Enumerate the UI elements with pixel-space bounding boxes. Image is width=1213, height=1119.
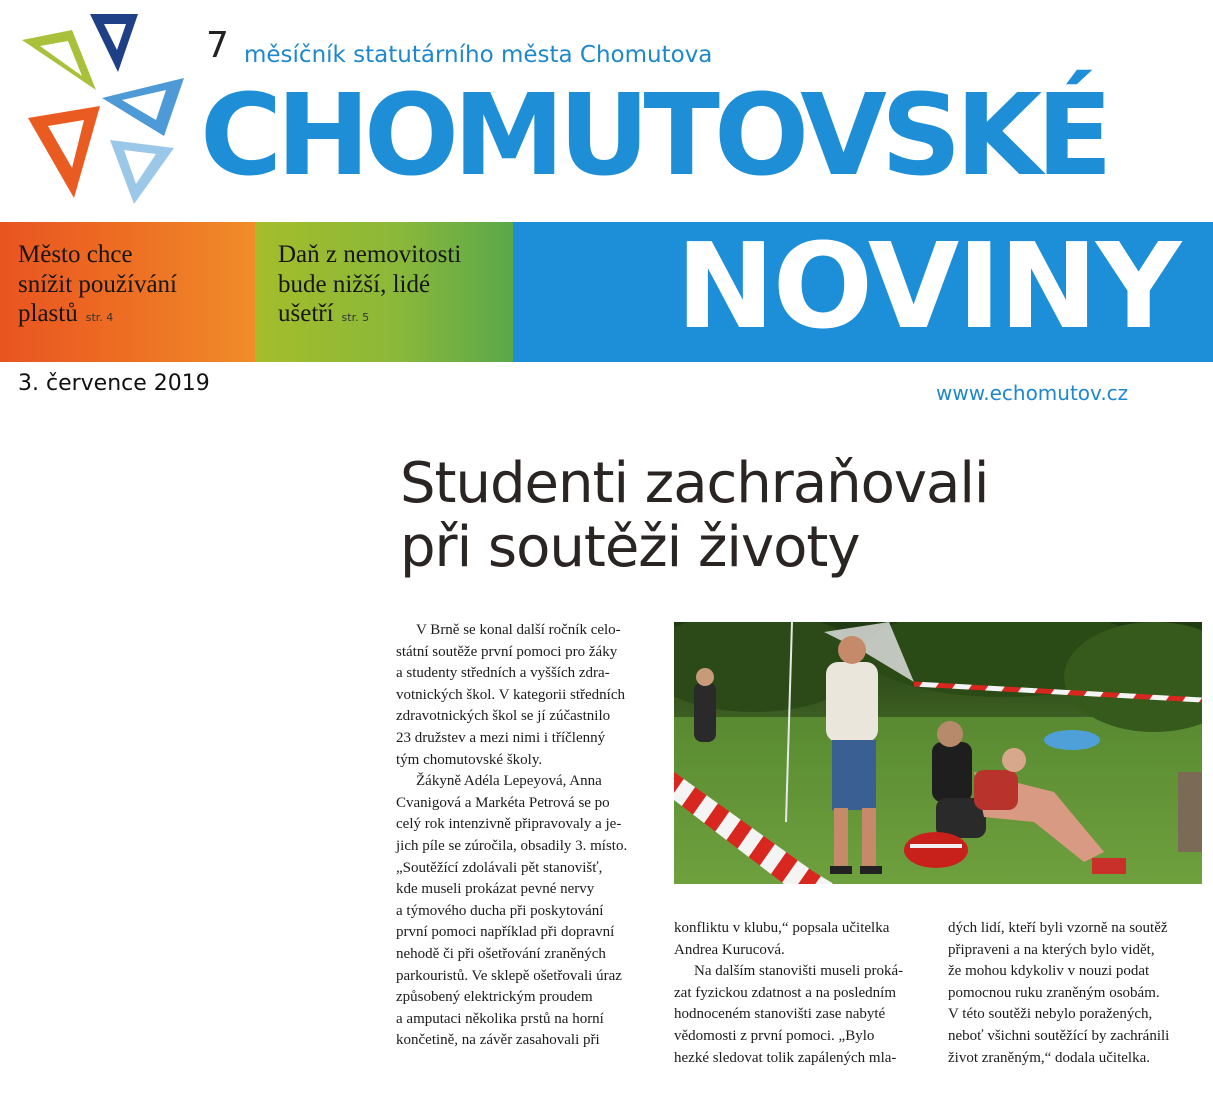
text-line: dých lidí, kteří byli vzorně na soutěž [948, 920, 1168, 936]
page-reference: str. 5 [341, 311, 370, 324]
text-line: tým chomutovské školy. [396, 751, 543, 768]
text-line: že mohou kdykoliv v nouzi podat [948, 963, 1150, 980]
text-line: hezké sledovat tolik zapálených mla- [674, 1049, 897, 1066]
teaser-line: snížit používání [18, 270, 177, 298]
text-line: Žákyně Adéla Lepeyová, Anna [416, 773, 602, 790]
teaser-line: ušetří [278, 300, 334, 327]
teaser-line: Daň z nemovitosti [278, 241, 462, 268]
headline-line: Studenti zachraňovali [400, 451, 989, 516]
teaser-line-last [278, 299, 518, 329]
text-line: parkouristů. Ve sklepě ošetřovali úraz [396, 967, 622, 984]
article-column-1 [396, 620, 666, 1052]
text-line: celý rok intenzivně připravovaly a je- [396, 816, 622, 833]
first-aid-competition-photo [674, 622, 1202, 884]
text-line: zdravotnických škol se jí zúčastnilo [396, 708, 611, 725]
teaser-line: bude nižší, lidé [278, 270, 431, 298]
page-reference: str. 4 [85, 311, 114, 324]
text-line: hodnoceném stanovišti zase nabyté [674, 1006, 886, 1023]
text-line: kde museli prokázat pevné nervy [396, 881, 595, 898]
text-line: a týmového ducha při poskytování [396, 902, 604, 919]
text-line: konfliktu v klubu,“ popsala učitelka [674, 920, 890, 936]
text-line: votnických škol. V kategorii středních [396, 686, 625, 703]
headline-line: při soutěži životy [400, 514, 860, 580]
text-line: 23 družstev a mezi nimi i tříčlenný [396, 729, 606, 746]
text-line: připraveni a na kterých bylo vidět, [948, 941, 1155, 958]
masthead-title-top: CHOMUTOVSKÉ [200, 71, 1107, 201]
masthead-subtitle: měsíčník statutárního města Chomutova [244, 42, 713, 68]
text-line: „Soutěžící zdolávali pět stanovišť, [396, 859, 603, 876]
text-line: život zraněným,“ dodala učitelka. [948, 1049, 1150, 1066]
issue-number: 7 [206, 25, 229, 66]
website-link[interactable]: www.echomutov.cz [936, 381, 1129, 405]
article-column-2 [674, 918, 936, 1069]
text-line: zat fyzickou zdatnost a na posledním [674, 984, 897, 1001]
teaser-line-last [18, 299, 258, 329]
text-line: pomocnou ruku zraněným osobám. [948, 984, 1160, 1001]
issue-date: 3. července 2019 [18, 371, 210, 396]
text-line: Andrea Kurucová. [674, 941, 785, 958]
article-headline [400, 452, 1160, 580]
text-line: a studenty středních a vyšších zdra- [396, 665, 610, 682]
text-line: způsobený elektrickým proudem [396, 989, 593, 1006]
text-line: V Brně se konal další ročník celo- [416, 622, 621, 638]
text-line: státní soutěže první pomoci pro žáky [396, 643, 618, 660]
article-column-3 [948, 918, 1210, 1069]
teaser-plastics[interactable] [18, 240, 258, 329]
teaser-line: plastů [18, 300, 78, 327]
text-line: končetině, na závěr zasahovali při [396, 1032, 600, 1049]
teaser-property-tax[interactable] [278, 240, 518, 329]
text-line: Na dalším stanovišti museli proká- [694, 963, 904, 980]
text-line: neboť všichni soutěžící by zachránili [948, 1027, 1170, 1044]
text-line: vědomosti z první pomoci. „Bylo [674, 1027, 875, 1044]
text-line: Cvanigová a Markéta Petrová se po [396, 794, 610, 811]
city-logo-icon [14, 8, 204, 208]
text-line: první pomoci například při dopravní [396, 924, 615, 941]
masthead-title-bottom: NOVINY [676, 217, 1180, 355]
text-line: jich píle se zúročila, obsadily 3. místo. [396, 837, 628, 854]
teaser-line: Město chce [18, 241, 133, 268]
text-line: V této soutěži nebylo poražených, [948, 1006, 1153, 1023]
text-line: a amputaci několika prstů na horní [396, 1010, 604, 1027]
text-line: nehodě či při ošetřování zraněných [396, 945, 606, 962]
